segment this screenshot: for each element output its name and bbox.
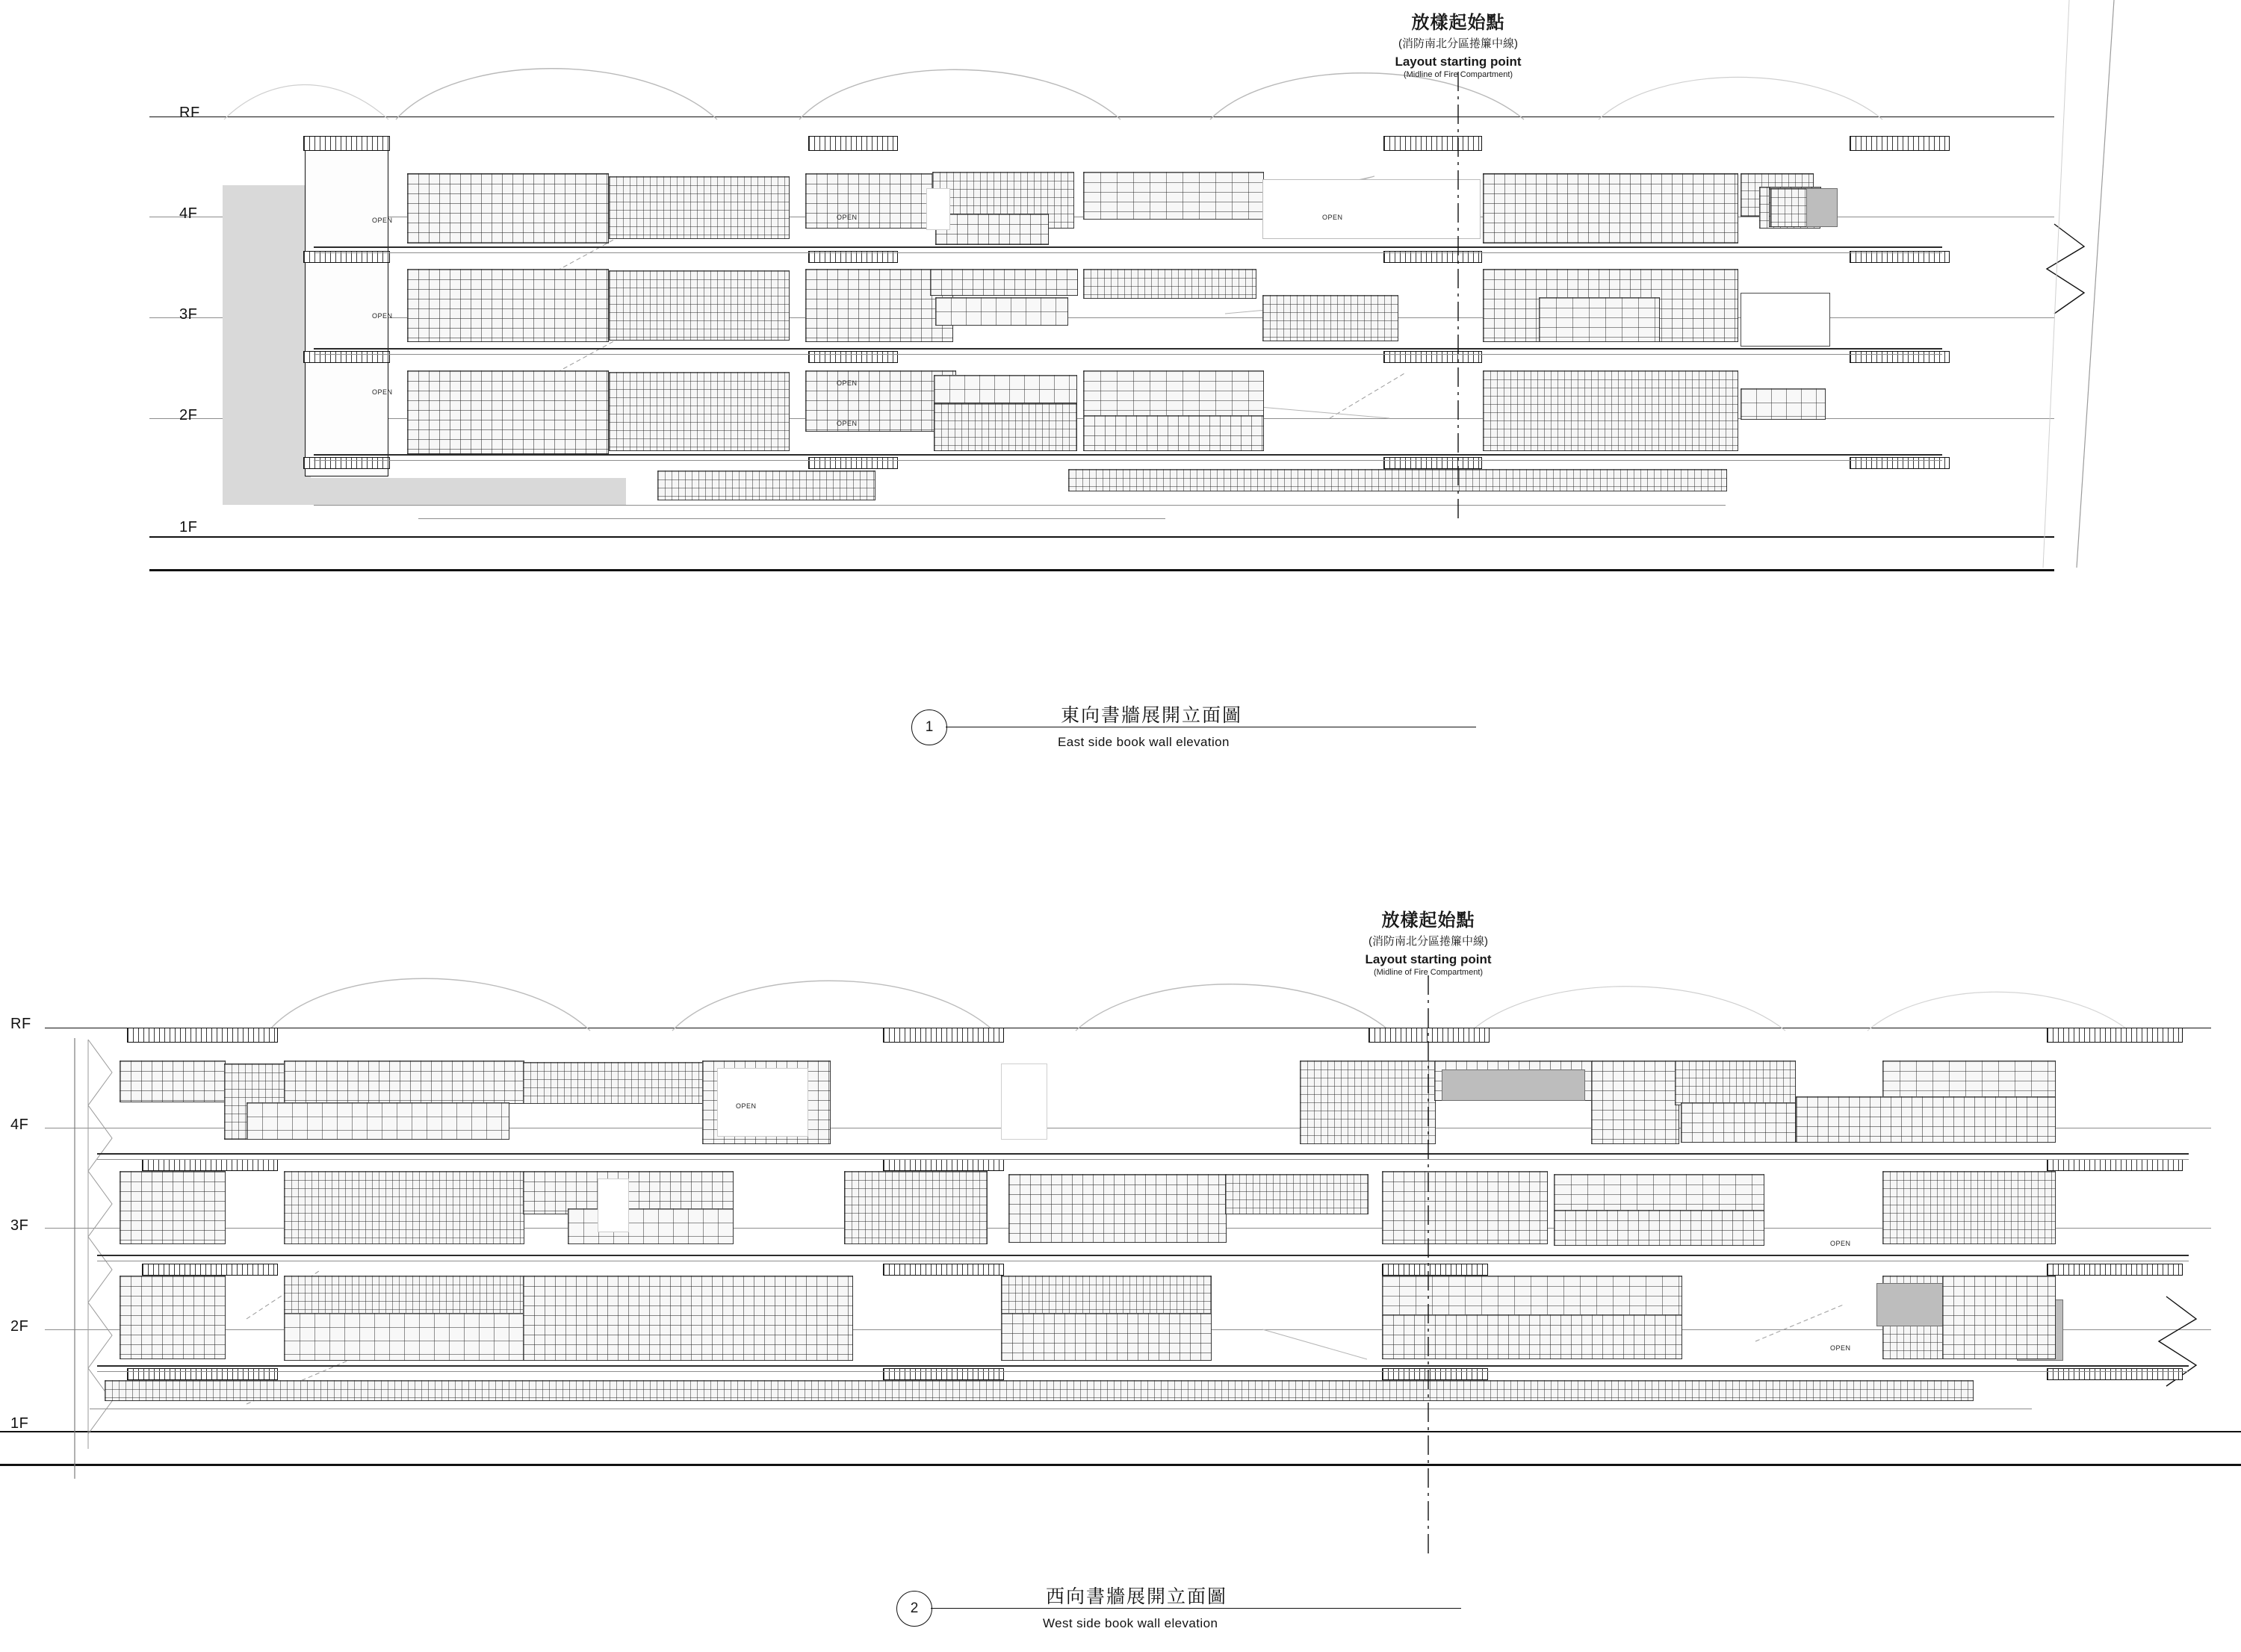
title-en-west: West side book wall elevation xyxy=(1043,1616,1218,1630)
callout-en-title: Layout starting point xyxy=(1365,952,1492,966)
floor-label-3f-west: 3F xyxy=(10,1217,29,1234)
open-tag: OPEN xyxy=(372,217,393,224)
layout-centerline-west xyxy=(0,881,2241,1553)
title-en-east: East side book wall elevation xyxy=(1058,735,1230,749)
callout-cn-sub: (消防南北分區捲簾中線) xyxy=(1369,935,1488,948)
floor-label-4f-west: 4F xyxy=(10,1117,29,1133)
open-tag: OPEN xyxy=(372,388,393,396)
floor-label-1f-west: 1F xyxy=(10,1415,29,1432)
callout-en-sub: (Midline of Fire Compartment) xyxy=(1373,968,1484,977)
detail-number-west[interactable]: 2 xyxy=(896,1591,932,1627)
open-tag: OPEN xyxy=(837,420,858,427)
callout-cn-title: 放樣起始點 xyxy=(1381,910,1475,931)
callout-cn-sub: (消防南北分區捲簾中線) xyxy=(1398,37,1518,50)
title-cn-east: 東向書牆展開立面圖 xyxy=(1061,705,1243,726)
detail-number-east[interactable]: 1 xyxy=(911,709,947,745)
floor-label-2f-east: 2F xyxy=(179,407,198,423)
east-elevation xyxy=(0,0,2241,583)
open-tag: OPEN xyxy=(736,1102,757,1110)
open-tag: OPEN xyxy=(1830,1240,1851,1247)
floor-label-4f-east: 4F xyxy=(179,205,198,222)
open-tag: OPEN xyxy=(837,214,858,221)
callout-cn-title: 放樣起始點 xyxy=(1411,13,1505,33)
open-tag: OPEN xyxy=(1322,214,1343,221)
callout-en-title: Layout starting point xyxy=(1395,55,1522,69)
title-block-east xyxy=(911,702,1389,762)
west-elevation xyxy=(0,881,2241,1553)
floor-label-2f-west: 2F xyxy=(10,1318,29,1335)
title-cn-west: 西向書牆展開立面圖 xyxy=(1046,1586,1228,1607)
floor-label-3f-east: 3F xyxy=(179,306,198,323)
floor-label-rf-west: RF xyxy=(10,1016,31,1032)
floor-label-rf-east: RF xyxy=(179,105,200,121)
open-tag: OPEN xyxy=(837,379,858,387)
layout-centerline-east xyxy=(0,0,2241,583)
layout-starting-point-callout-east xyxy=(1234,7,1682,79)
open-tag: OPEN xyxy=(1830,1344,1851,1352)
layout-starting-point-callout-west xyxy=(1204,905,1652,977)
callout-en-sub: (Midline of Fire Compartment) xyxy=(1403,70,1513,79)
floor-label-1f-east: 1F xyxy=(179,519,198,535)
open-tag: OPEN xyxy=(372,312,393,320)
title-block-west xyxy=(896,1583,1374,1643)
